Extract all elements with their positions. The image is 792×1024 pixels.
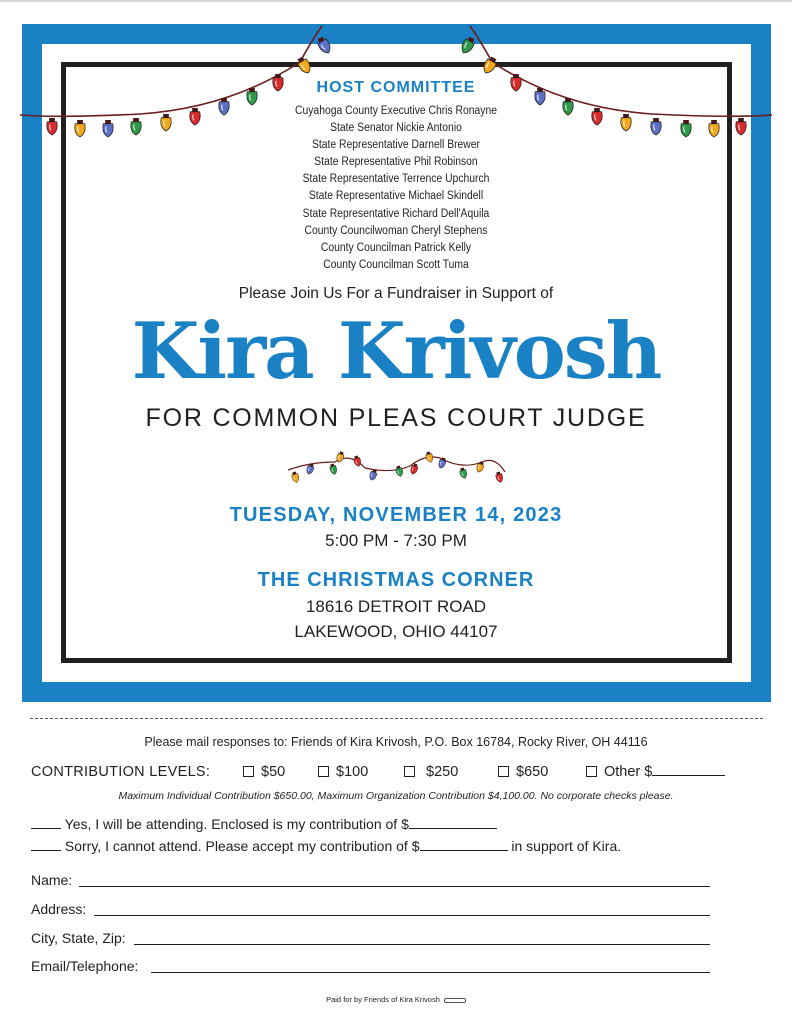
host-member: State Representative Terrence Upchurch xyxy=(302,173,490,186)
email-telephone-field[interactable] xyxy=(31,958,711,974)
host-member: County Councilwoman Cheryl Stephens xyxy=(304,224,488,237)
contribution-limits-note: Maximum Individual Contribution $650.00, Maximum Organization Contribution $4,100.00. No corporate checks please. xyxy=(118,790,674,802)
office-title: FOR COMMON PLEAS COURT JUDGE xyxy=(145,404,647,432)
checkbox-icon[interactable] xyxy=(404,766,415,777)
name-label: Name: xyxy=(31,872,73,888)
candidate-name: Kira Krivosh xyxy=(131,306,661,397)
host-member: State Senator Nickie Antonio xyxy=(330,122,462,135)
contribution-levels xyxy=(31,764,653,780)
city-state-zip-label: City, State, Zip: xyxy=(31,930,126,946)
not-attending-amount-blank[interactable] xyxy=(420,839,508,851)
invite-line: Please Join Us For a Fundraiser in Support of xyxy=(238,285,554,302)
cut-line xyxy=(30,718,763,719)
not-attending-text: Sorry, I cannot attend. Please accept my contribution of $ xyxy=(64,838,420,854)
paid-for-text: Paid for by Friends of Kira Krivosh xyxy=(326,995,440,1004)
level-other[interactable]: Other $ xyxy=(586,764,725,780)
other-amount-blank[interactable] xyxy=(652,764,725,776)
not-attending-line xyxy=(31,838,621,854)
not-attending-check-blank[interactable] xyxy=(31,839,61,851)
contribution-levels-label: CONTRIBUTION LEVELS: xyxy=(31,764,211,780)
level-50[interactable]: $50 xyxy=(243,764,285,780)
host-member: County Councilman Scott Tuma xyxy=(323,258,469,271)
attending-text: Yes, I will be attending. Enclosed is my contribution of $ xyxy=(64,816,409,832)
event-time: 5:00 PM - 7:30 PM xyxy=(325,531,467,550)
host-member: State Representative Michael Skindell xyxy=(308,190,484,203)
checkbox-icon[interactable] xyxy=(586,766,597,777)
email-telephone-label: Email/Telephone: xyxy=(31,958,139,974)
name-field[interactable] xyxy=(31,872,711,888)
venue-name: THE CHRISTMAS CORNER xyxy=(257,569,535,591)
host-member: Cuyahoga County Executive Chris Ronayne xyxy=(295,105,497,117)
level-650[interactable]: $650 xyxy=(498,764,548,780)
host-member: State Representative Richard Dell'Aquila xyxy=(302,207,490,220)
checkbox-icon[interactable] xyxy=(243,766,254,777)
city-state-zip-field[interactable] xyxy=(31,930,711,946)
attending-amount-blank[interactable] xyxy=(409,817,497,829)
paid-for-disclaimer xyxy=(0,995,792,1004)
attending-line xyxy=(31,816,497,832)
host-member: County Councilman Patrick Kelly xyxy=(320,241,472,254)
address-field[interactable] xyxy=(31,901,711,917)
address-label: Address: xyxy=(31,901,87,917)
mail-instructions: Please mail responses to: Friends of Kira Krivosh, P.O. Box 16784, Rocky River, OH 44116 xyxy=(144,735,648,749)
city-state-zip-line[interactable] xyxy=(134,944,710,945)
level-250[interactable]: $250 xyxy=(404,764,458,780)
address-line[interactable] xyxy=(94,915,710,916)
host-committee-list xyxy=(0,103,792,274)
venue-city: LAKEWOOD, OHIO 44107 xyxy=(294,622,498,641)
checkbox-icon[interactable] xyxy=(318,766,329,777)
not-attending-suffix: in support of Kira. xyxy=(511,838,622,854)
top-border xyxy=(0,0,792,2)
host-committee-heading: HOST COMMITTEE xyxy=(316,79,476,96)
level-100[interactable]: $100 xyxy=(318,764,368,780)
union-bug-icon xyxy=(444,998,466,1003)
host-member: State Representative Phil Robinson xyxy=(314,156,478,169)
attending-check-blank[interactable] xyxy=(31,817,61,829)
event-date: TUESDAY, NOVEMBER 14, 2023 xyxy=(229,504,563,526)
checkbox-icon[interactable] xyxy=(498,766,509,777)
email-telephone-line[interactable] xyxy=(151,972,710,973)
venue-street: 18616 DETROIT ROAD xyxy=(305,597,487,616)
host-member: State Representative Darnell Brewer xyxy=(312,139,480,152)
name-line[interactable] xyxy=(79,886,710,887)
